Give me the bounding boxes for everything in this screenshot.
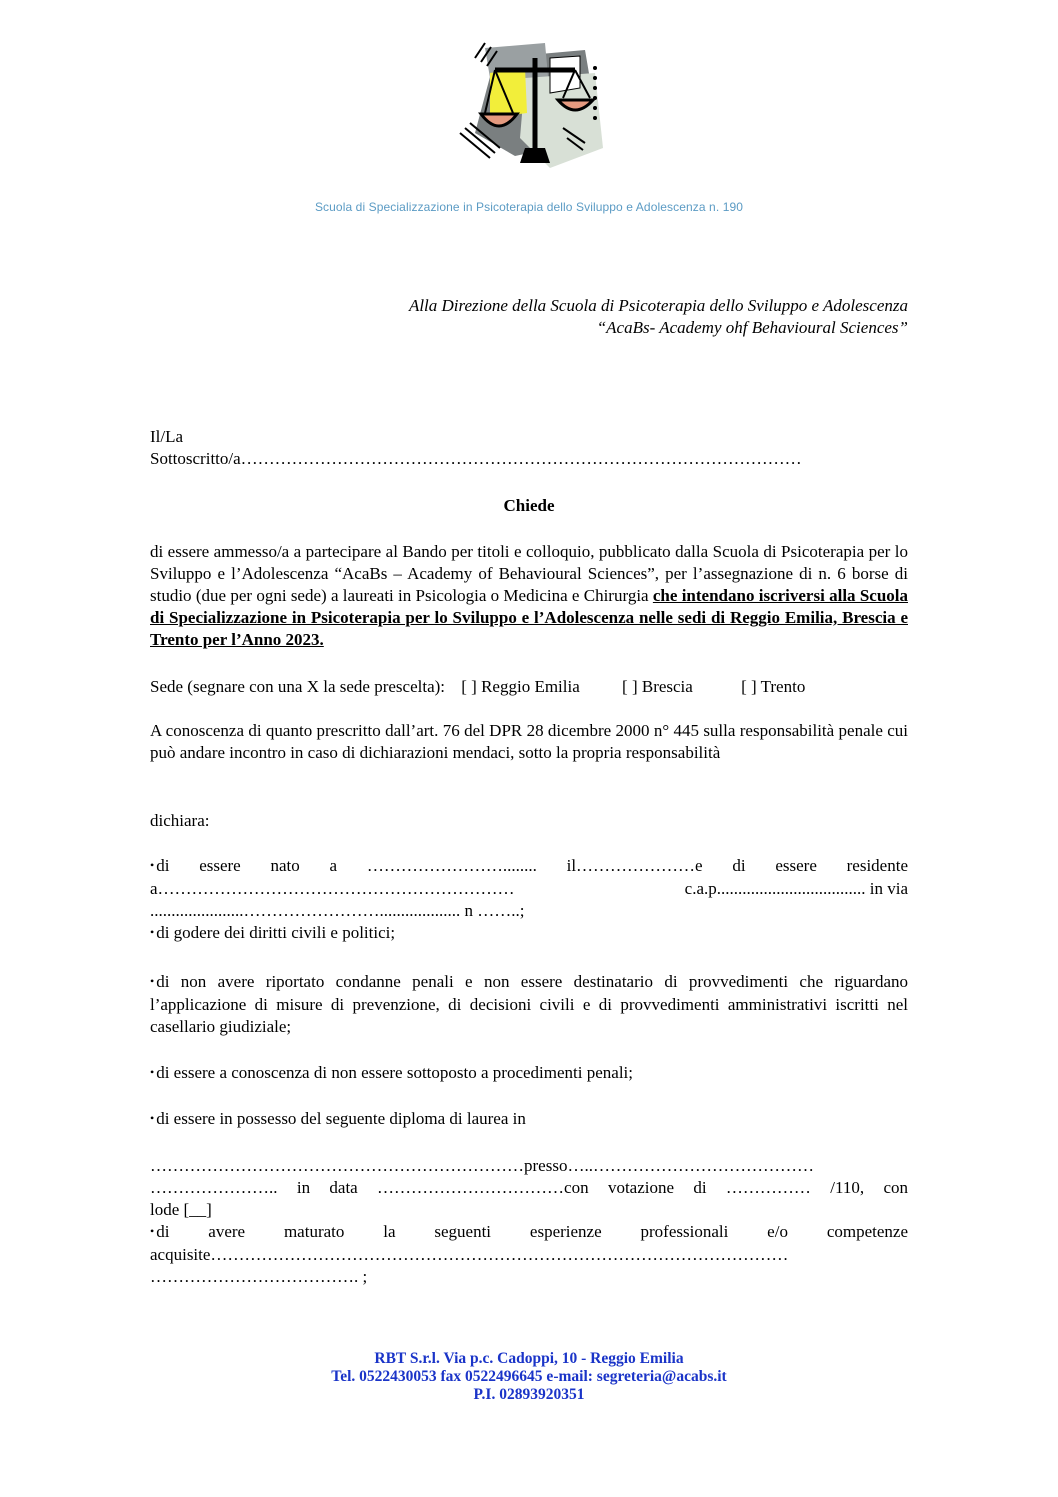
- declaration-no-proceedings: [150, 1062, 908, 1085]
- request-emphasis: che intendano iscriversi alla Scuola di Specializzazione in Psicoterapia per lo Sviluppo e l’Adolescenza nelle sedi di Reggio Emilia, Brescia e Trento per l’Anno 2023.: [150, 586, 908, 649]
- residence-city-field[interactable]: a………………………………………………………: [150, 879, 515, 898]
- degree-date-grade-field[interactable]: ………………….. in data ……………………………con votazione di …………… /110, con: [150, 1178, 908, 1197]
- scales-of-justice-logo-icon: [455, 38, 605, 173]
- civil-rights-text: di godere dei diritti civili e politici;: [156, 923, 396, 942]
- sede-option-brescia[interactable]: [ ] Brescia: [622, 677, 693, 696]
- no-convictions-text: di non avere riportato condanne penali e non essere destinatario di provvedimenti che riguardano l’applicazione di misure di prevenzione, di decisioni civili e di provvedimenti amministrativi iscritti nel casellario giudiziale;: [150, 972, 908, 1036]
- addressee-line-2: “AcaBs- Academy ohf Behavioural Sciences”: [596, 318, 908, 337]
- bullet-icon: •: [150, 1111, 155, 1125]
- no-proceedings-text: di essere a conoscenza di non essere sottoposto a procedimenti penali;: [156, 1063, 633, 1082]
- addressee-block: [409, 295, 908, 339]
- street-number-field[interactable]: ......................……………………................... n ……..;: [150, 901, 525, 920]
- sede-option-reggio-emilia[interactable]: [ ] Reggio Emilia: [461, 677, 580, 696]
- request-paragraph: [150, 541, 908, 651]
- sede-option-trento[interactable]: [ ] Trento: [741, 677, 806, 696]
- school-name-line: Scuola di Specializzazione in Psicoterapia dello Sviluppo e Adolescenza n. 190: [314, 200, 744, 214]
- applicant-name-field[interactable]: Sottoscritto/a………………………………………………………………………………………: [150, 449, 802, 468]
- awareness-paragraph: A conoscenza di quanto prescritto dall’art. 76 del DPR 28 dicembre 2000 n° 445 sulla responsabilità penale cui può andare incontro in caso di dichiarazioni mendaci, sotto la propria responsabilità: [150, 721, 908, 762]
- bullet-icon: •: [150, 974, 155, 988]
- cap-via-field[interactable]: c.a.p................................... in via: [684, 879, 908, 898]
- request-text: di essere ammesso/a a partecipare al Bando per titoli e colloquio, pubblicato dalla Scuola di Psicoterapia per lo Sviluppo e l’Adolescenza “AcaBs – Academy of Behavioural Sciences”, per l’assegnazione di n. 6 borse di studio (due per ogni sede) a laureati in Psicologia o Medicina e Chirurgia: [150, 542, 908, 605]
- footer-vat: P.I. 02893920351: [473, 1386, 585, 1403]
- addressee-line-1: Alla Direzione della Scuola di Psicoterapia dello Sviluppo e Adolescenza: [408, 296, 908, 315]
- footer-contacts: Tel. 0522430053 fax 0522496645 e-mail: segreteria@acabs.it: [331, 1368, 727, 1385]
- applicant-line-1: Il/La: [150, 427, 184, 446]
- degree-intro-text: di essere in possesso del seguente diploma di laurea in: [156, 1109, 526, 1128]
- declares-label: dichiara:: [150, 811, 210, 830]
- experience-field-line-3[interactable]: ………………………………. ;: [150, 1267, 368, 1286]
- degree-lode-field[interactable]: lode [__]: [150, 1200, 212, 1219]
- declaration-degree-intro: [150, 1108, 908, 1131]
- experience-line-1: di avere maturato la seguenti esperienze professionali e/o competenze: [156, 1222, 908, 1241]
- bullet-icon: •: [150, 925, 155, 939]
- declaration-no-convictions: [150, 971, 908, 1038]
- degree-presso-field[interactable]: …………………………………………………………presso…..…………………………………: [150, 1156, 814, 1175]
- sede-row: [150, 676, 908, 698]
- declaration-birth: [150, 855, 908, 945]
- bullet-icon: •: [150, 1065, 155, 1079]
- bullet-icon: •: [150, 1224, 155, 1238]
- applicant-block: [150, 426, 908, 470]
- footer: [0, 1350, 1058, 1404]
- sede-label: Sede (segnare con una X la sede prescelta):: [150, 677, 446, 696]
- declaration-degree-fields: [150, 1155, 908, 1288]
- experience-field-line-2[interactable]: acquisite…………………………………………………………………………………………: [150, 1245, 789, 1264]
- bullet-icon: •: [150, 858, 155, 872]
- birth-line-1[interactable]: di essere nato a ……………………........ il…………………e di essere residente: [156, 856, 908, 875]
- request-heading: Chiede: [503, 496, 555, 515]
- footer-address: RBT S.r.l. Via p.c. Cadoppi, 10 - Reggio Emilia: [374, 1350, 684, 1367]
